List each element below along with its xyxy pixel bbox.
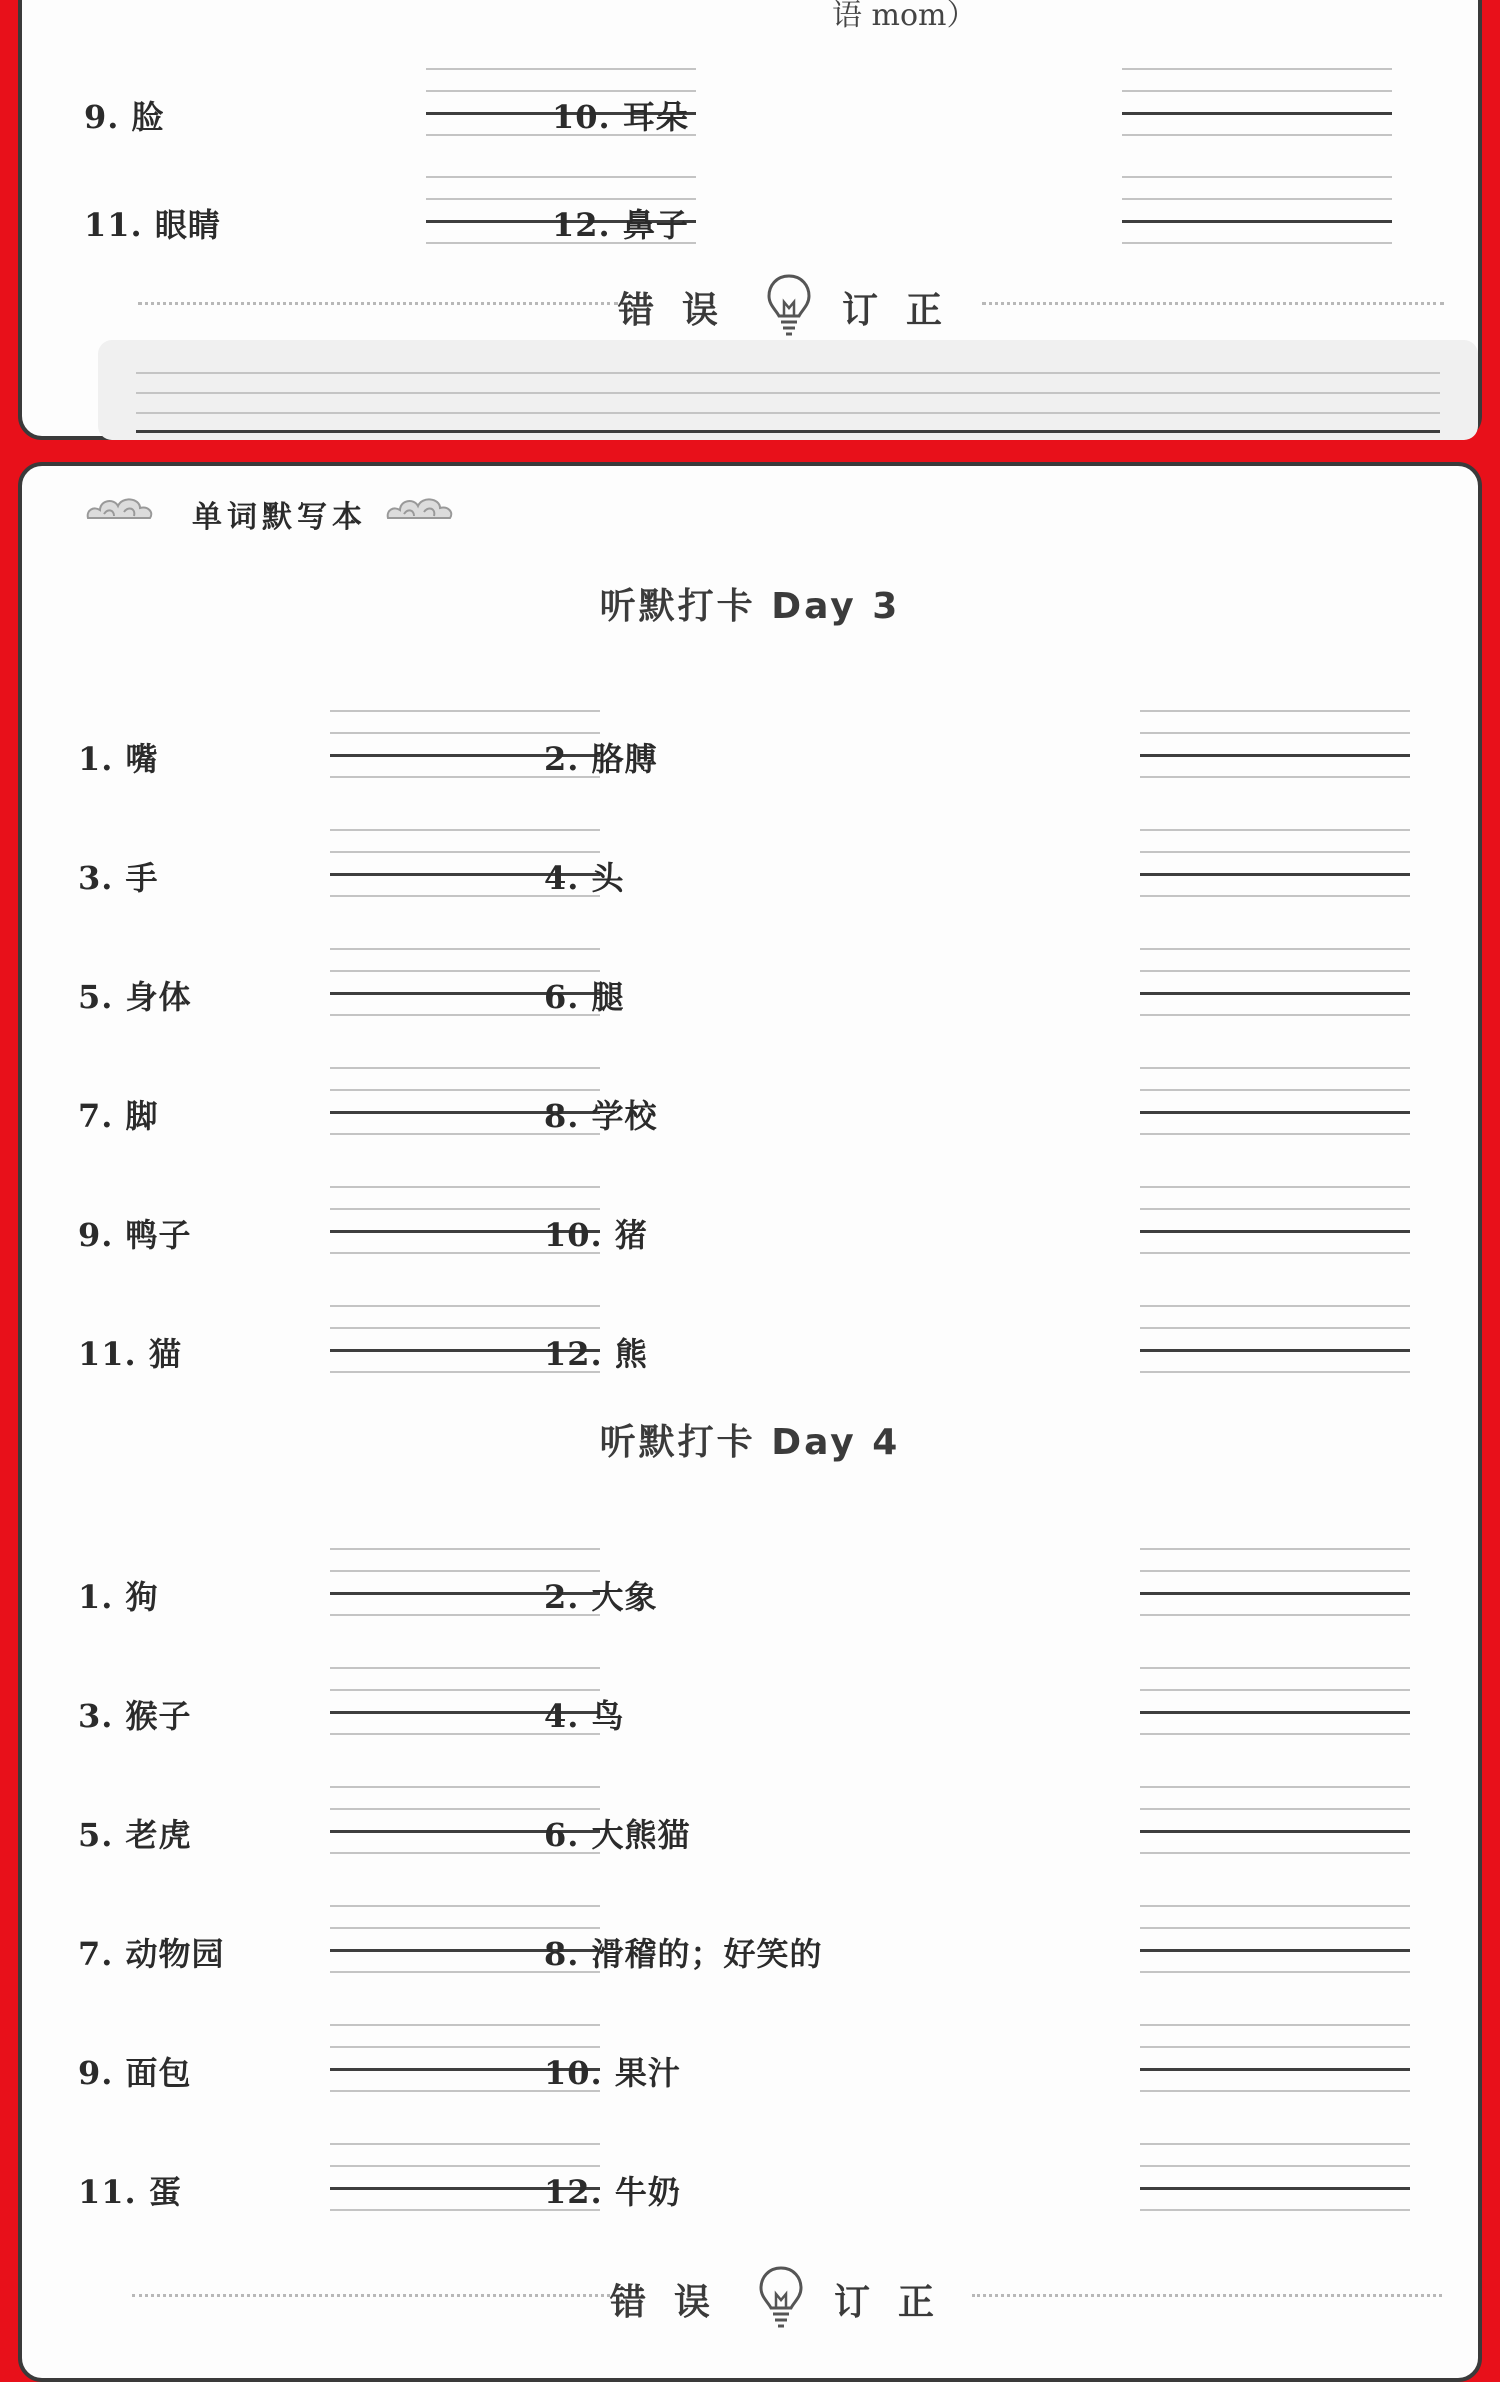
item-number: 5. <box>78 978 114 1016</box>
item-number: 7. <box>78 1935 114 1973</box>
correction-header <box>22 2264 1486 2324</box>
item-label <box>544 1691 625 1737</box>
item-word: 滑稽的；好笑的 <box>591 1935 823 1973</box>
dictation-item <box>544 1170 1244 1280</box>
item-number: 10. <box>552 98 611 136</box>
answer-lines[interactable] <box>1140 1532 1410 1642</box>
dictation-item <box>552 160 1252 270</box>
answer-lines[interactable] <box>1140 1051 1410 1161</box>
item-label <box>544 1091 658 1137</box>
item-label <box>544 1329 648 1375</box>
cloud-ornament-icon <box>384 490 456 526</box>
item-word: 面包 <box>125 2054 192 2092</box>
day3-title: 听默打卡 Day 3 <box>599 586 901 627</box>
item-label <box>544 972 625 1018</box>
dictation-item <box>544 813 1244 923</box>
item-number: 9. <box>78 2054 114 2092</box>
correction-label-right: 订正 <box>834 2282 963 2323</box>
item-label <box>78 1691 192 1737</box>
answer-lines[interactable] <box>1140 1651 1410 1761</box>
answer-lines[interactable] <box>1140 1889 1410 1999</box>
correction-label-left: 错误 <box>618 290 747 331</box>
answer-lines[interactable] <box>1122 52 1392 162</box>
item-label <box>552 92 689 138</box>
bulb-icon <box>756 2264 806 2330</box>
item-number: 11. <box>78 2173 137 2211</box>
item-word: 动物园 <box>125 1935 225 1973</box>
item-number: 5. <box>78 1816 114 1854</box>
item-label <box>544 1929 823 1975</box>
item-number: 3. <box>78 1697 114 1735</box>
top-exercise-card <box>18 0 1482 440</box>
cloud-ornament-icon <box>84 490 156 526</box>
answer-lines[interactable] <box>1140 694 1410 804</box>
item-number: 3. <box>78 859 114 897</box>
partial-hint-text: 语 mom） <box>832 0 977 33</box>
item-number: 12. <box>552 206 611 244</box>
item-word: 猴子 <box>125 1697 192 1735</box>
item-number: 8. <box>544 1935 580 1973</box>
dictation-item <box>544 1532 1244 1642</box>
answer-lines[interactable] <box>1140 1170 1410 1280</box>
item-word: 狗 <box>125 1578 159 1616</box>
item-word: 牛奶 <box>614 2173 681 2211</box>
bulb-icon <box>764 272 814 338</box>
item-number: 6. <box>544 1816 580 1854</box>
answer-lines[interactable] <box>1140 1770 1410 1880</box>
item-label <box>544 853 625 899</box>
item-label <box>78 1210 192 1256</box>
answer-lines[interactable] <box>1140 932 1410 1042</box>
item-word: 学校 <box>591 1097 658 1135</box>
correction-header <box>22 272 1486 332</box>
item-label <box>78 1929 225 1975</box>
item-number: 2. <box>544 1578 580 1616</box>
item-word: 眼睛 <box>154 206 221 244</box>
answer-lines[interactable] <box>1140 1289 1410 1399</box>
item-label <box>78 2048 192 2094</box>
item-label <box>84 92 165 138</box>
dictation-item <box>544 1289 1244 1399</box>
day4-title: 听默打卡 Day 4 <box>599 1422 901 1463</box>
dictation-item <box>544 932 1244 1042</box>
correction-label-right: 订正 <box>842 290 971 331</box>
item-word: 嘴 <box>125 740 159 778</box>
item-word: 老虎 <box>125 1816 192 1854</box>
item-word: 鸟 <box>591 1697 625 1735</box>
item-label <box>78 734 159 780</box>
item-word: 鼻子 <box>622 206 689 244</box>
dictation-item <box>552 52 1252 162</box>
answer-lines[interactable] <box>1140 813 1410 923</box>
item-word: 猫 <box>148 1335 182 1373</box>
item-number: 9. <box>84 98 120 136</box>
item-word: 大象 <box>591 1578 658 1616</box>
item-word: 腿 <box>591 978 625 1016</box>
item-word: 胳膊 <box>591 740 658 778</box>
item-number: 7. <box>78 1097 114 1135</box>
item-word: 脚 <box>125 1097 159 1135</box>
item-number: 11. <box>84 206 143 244</box>
item-number: 9. <box>78 1216 114 1254</box>
item-number: 8. <box>544 1097 580 1135</box>
dictation-item <box>544 694 1244 804</box>
item-label <box>544 1210 648 1256</box>
dictation-item <box>544 1051 1244 1161</box>
item-word: 耳朵 <box>622 98 689 136</box>
item-label <box>544 1572 658 1618</box>
item-label <box>544 734 658 780</box>
item-word: 猪 <box>614 1216 648 1254</box>
item-number: 1. <box>78 1578 114 1616</box>
answer-lines[interactable] <box>1140 2008 1410 2118</box>
item-label <box>78 853 159 899</box>
answer-lines[interactable] <box>426 0 696 12</box>
item-number: 4. <box>544 859 580 897</box>
item-word: 头 <box>591 859 625 897</box>
item-number: 10. <box>544 2054 603 2092</box>
item-word: 果汁 <box>614 2054 681 2092</box>
item-label <box>544 2048 681 2094</box>
item-label <box>78 972 192 1018</box>
item-number: 10. <box>544 1216 603 1254</box>
item-label <box>552 200 689 246</box>
dictation-item <box>544 1889 1244 1999</box>
dictation-item <box>544 1651 1244 1761</box>
item-number: 2. <box>544 740 580 778</box>
item-word: 脸 <box>131 98 165 136</box>
item-word: 大熊猫 <box>591 1816 691 1854</box>
answer-lines[interactable] <box>1122 0 1392 12</box>
item-word: 鸭子 <box>125 1216 192 1254</box>
item-number: 12. <box>544 2173 603 2211</box>
item-label <box>78 1091 159 1137</box>
dictation-item <box>544 2008 1244 2118</box>
item-number: 6. <box>544 978 580 1016</box>
item-label <box>544 1810 691 1856</box>
item-number: 1. <box>78 740 114 778</box>
item-word: 身体 <box>125 978 192 1016</box>
dictation-item <box>544 1770 1244 1880</box>
correction-writing-area[interactable] <box>98 340 1478 440</box>
notebook-card <box>18 462 1482 2382</box>
item-number: 11. <box>78 1335 137 1373</box>
item-label <box>78 2167 182 2213</box>
item-label <box>78 1329 182 1375</box>
answer-lines[interactable] <box>1140 2127 1410 2237</box>
item-number: 4. <box>544 1697 580 1735</box>
item-label <box>84 200 221 246</box>
notebook-title: 单词默写本 <box>192 500 367 535</box>
item-word: 熊 <box>614 1335 648 1373</box>
item-label <box>78 1572 159 1618</box>
answer-lines[interactable] <box>1122 160 1392 270</box>
item-label <box>544 2167 681 2213</box>
item-label <box>78 1810 192 1856</box>
item-number: 12. <box>544 1335 603 1373</box>
item-word: 手 <box>125 859 159 897</box>
correction-label-left: 错误 <box>610 2282 739 2323</box>
item-word: 蛋 <box>148 2173 182 2211</box>
dictation-item <box>544 2127 1244 2237</box>
